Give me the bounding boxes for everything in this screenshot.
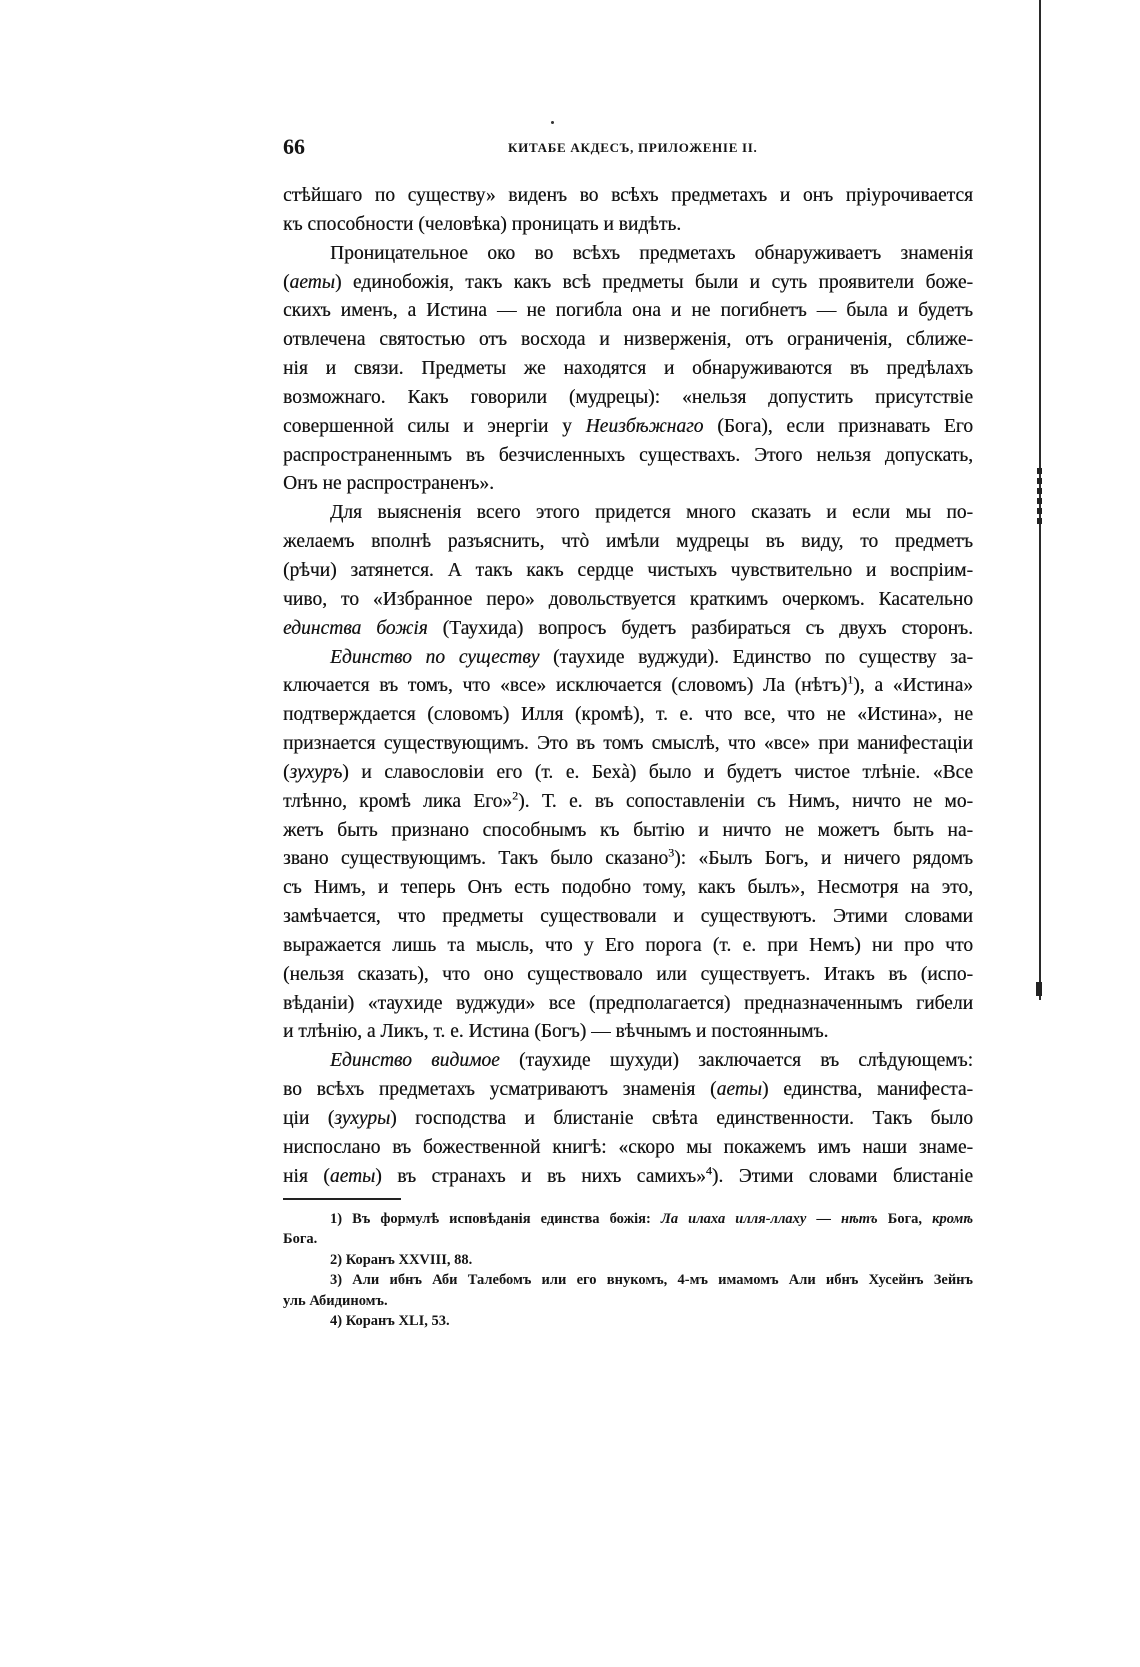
text-line — [283, 1163, 973, 1192]
footnote — [283, 1311, 973, 1331]
italic-text: нѣтъ — [841, 1211, 878, 1227]
text-run: чиво, то «Избранное перо» довольствуется краткимъ очеркомъ. Касательно — [283, 588, 973, 610]
text-run: жетъ быть признано способнымъ къ бытію и ничто не можетъ быть на- — [283, 819, 973, 841]
text-line — [283, 1105, 973, 1134]
text-line — [283, 615, 973, 644]
text-run: ) господства и блистаніе свѣта единственности. Такъ было — [390, 1108, 973, 1129]
text-run: ) и славословіи его (т. е. Бехà) было и будетъ чистое тлѣніе. «Все — [342, 761, 973, 783]
text-line — [283, 759, 973, 788]
text-run: ) въ странахъ и въ нихъ самихъ» — [375, 1165, 706, 1187]
italic-text: Неизбѣжнаго — [585, 415, 704, 437]
page-edge-mark — [1037, 468, 1042, 526]
text-line — [283, 961, 973, 990]
text-run: ) единства, манифеста- — [762, 1079, 973, 1101]
italic-text: Единство видимое — [330, 1050, 500, 1072]
text-run: Онъ не распространенъ». — [283, 473, 494, 495]
text-line — [283, 990, 973, 1019]
text-line — [283, 1229, 973, 1249]
paragraph — [283, 644, 973, 1048]
text-line — [283, 845, 973, 874]
text-line — [283, 1134, 973, 1163]
text-run: ( — [283, 271, 290, 293]
text-run: совершенной силы и энергіи у — [283, 415, 586, 437]
running-title: КИТАБЕ АКДЕСЪ, ПРИЛОЖЕНІЕ II. — [508, 140, 758, 155]
text-line — [283, 182, 973, 211]
text-run: нія и связи. Предметы же находятся и обнаруживаются въ предѣлахъ — [283, 358, 973, 380]
text-run: скихъ именъ, а Истина — не погибла она и не погибнетъ — была и будетъ — [283, 300, 973, 322]
text-line — [283, 528, 973, 557]
text-line — [283, 1076, 973, 1105]
footnote-marker: 4 — [705, 1163, 712, 1178]
text-run: Бога. — [283, 1231, 318, 1248]
text-run: отвлечена святостью отъ восхода и низверженія, отъ ограниченія, сближе- — [283, 329, 973, 351]
text-run: возможнаго. Какъ говорили (мудрецы): «нельзя допустить присутствіе — [283, 386, 973, 408]
text-run: ). Этими словами блистаніе — [711, 1165, 973, 1187]
text-line — [283, 384, 973, 413]
text-run: (нельзя сказать), что оно существовало или существуетъ. Итакъ въ (испо- — [283, 963, 973, 985]
text-run: уль Абидиномъ. — [283, 1292, 388, 1309]
text-run: 2) Коранъ XXVIII, 88. — [330, 1251, 473, 1268]
italic-text: кромѣ — [932, 1211, 974, 1227]
text-line — [283, 413, 973, 442]
text-run: замѣчается, что предметы существовали и существуютъ. Этими словами — [283, 906, 973, 928]
text-line — [283, 644, 973, 673]
text-line — [283, 211, 973, 240]
text-run: (таухиде вуджуди). Единство по существу за- — [539, 646, 973, 668]
footnote-marker: 1 — [847, 672, 854, 687]
text-run: признается существующимъ. Это въ томъ смыслѣ, что «все» при манифестаціи — [283, 733, 973, 755]
text-line — [283, 1209, 973, 1229]
body-text — [283, 182, 973, 1192]
text-line — [283, 1311, 973, 1331]
scan-speck — [551, 121, 554, 124]
text-line — [283, 1291, 973, 1311]
text-run: (рѣчи) затянется. А такъ какъ сердце чистыхъ чувствительно и воспріим- — [283, 559, 973, 581]
text-run: и тлѣнію, а Ликъ, т. е. Истина (Богъ) — вѣчнымъ и постояннымъ. — [283, 1021, 829, 1043]
footnotes — [283, 1209, 973, 1331]
text-run: стѣйшаго по существу» виденъ во всѣхъ предметахъ и онъ пріурочивается — [283, 185, 973, 206]
footnote-marker: 2 — [512, 788, 519, 803]
text-run: нія ( — [283, 1165, 330, 1187]
text-run: Бога, — [877, 1211, 933, 1227]
page-number: 66 — [283, 134, 305, 159]
text-run: ), а «Истина» — [853, 675, 974, 697]
text-run: желаемъ вполнѣ разъяснить, чтò имѣли мудрецы въ виду, то предметъ — [283, 531, 973, 553]
text-run: (Таухида) вопросъ будетъ разбираться съ двухъ сторонъ. — [427, 617, 974, 639]
footnote — [283, 1250, 973, 1270]
italic-text: аеты — [716, 1079, 762, 1101]
text-run: звано существующимъ. Такъ было сказано — [283, 848, 669, 870]
paragraph — [283, 240, 973, 500]
text-run: распространеннымъ въ безчисленныхъ существахъ. Этого нельзя допускать, — [283, 444, 973, 466]
text-run: 1) Въ формулѣ исповѣданія единства божія: — [330, 1211, 661, 1227]
text-run: ). Т. е. въ сопоставленіи съ Нимъ, ничто не мо- — [518, 790, 973, 812]
text-run: ( — [283, 761, 290, 783]
text-run: (таухиде шухуди) заключается въ слѣдующемъ: — [499, 1050, 973, 1072]
text-run: 3) Али ибнъ Аби Талебомъ или его внукомъ, 4-мъ имамомъ Али ибнъ Хусейнъ Зейнъ — [330, 1272, 973, 1289]
italic-text: аеты — [329, 1165, 376, 1187]
text-line — [283, 672, 973, 701]
paragraph — [283, 499, 973, 643]
text-line — [283, 442, 973, 471]
text-run: во всѣхъ предметахъ усматриваютъ знаменія ( — [283, 1079, 717, 1101]
text-line — [283, 355, 973, 384]
paragraph — [283, 182, 973, 240]
italic-text: зухуръ — [289, 761, 343, 783]
text-run: съ Нимъ, и теперь Онъ есть подобно тому, какъ былъ», Несмотря на это, — [283, 877, 973, 899]
text-line — [283, 1270, 973, 1290]
text-line — [283, 701, 973, 730]
italic-text: Единство по существу — [330, 646, 540, 668]
text-line — [283, 470, 973, 499]
text-line — [283, 557, 973, 586]
text-run: къ способности (человѣка) проницать и видѣть. — [283, 213, 682, 235]
text-line — [283, 499, 973, 528]
text-run: ) единобожія, такъ какъ всѣ предметы были и суть проявители боже- — [334, 271, 973, 293]
text-run: ціи ( — [283, 1108, 335, 1129]
text-line — [283, 297, 973, 326]
text-line — [283, 730, 973, 759]
text-run: Для выясненія всего этого придется много сказать и если мы по- — [330, 502, 973, 524]
text-run: (Бога), если признавать Его — [703, 415, 973, 437]
paragraph — [283, 1047, 973, 1191]
footnote-rule — [283, 1198, 401, 1200]
text-run: выражается лишь та мысль, что у Его порога (т. е. при Немъ) ни про что — [283, 934, 973, 956]
text-run: ниспослано въ божественной книгѣ: «скоро мы покажемъ имъ наши знаме- — [283, 1136, 973, 1158]
text-run: — — [806, 1211, 842, 1227]
text-line — [283, 1250, 973, 1270]
text-run: тлѣнно, кромѣ лика Его» — [283, 790, 513, 812]
footnote — [283, 1209, 973, 1250]
text-line — [283, 1047, 973, 1076]
text-run: Проницательное око во всѣхъ предметахъ обнаруживаетъ знаменія — [330, 242, 973, 264]
text-run: вѣданіи) «таухиде вуджуди» все (предполагается) предназначеннымъ гибели — [283, 992, 973, 1014]
page-edge-mark — [1036, 982, 1042, 996]
text-line — [283, 932, 973, 961]
italic-text: зухуры — [334, 1108, 391, 1129]
text-line — [283, 326, 973, 355]
text-line — [283, 586, 973, 615]
italic-text: аеты — [289, 271, 335, 293]
text-line — [283, 1018, 973, 1047]
text-run: ключается въ томъ, что «все» исключается (словомъ) Ла (нѣтъ) — [283, 675, 848, 697]
text-line — [283, 874, 973, 903]
text-run: подтверждается (словомъ) Илля (кромѣ), т. е. что все, что не «Истина», не — [283, 704, 973, 726]
italic-text: единства божія — [283, 617, 428, 639]
text-run: 4) Коранъ XLI, 53. — [330, 1312, 450, 1329]
footnote-marker: 3 — [668, 845, 675, 860]
text-run: ): «Былъ Богъ, и ничего рядомъ — [674, 848, 973, 870]
text-line — [283, 788, 973, 817]
text-line — [283, 817, 973, 846]
footnote — [283, 1270, 973, 1311]
italic-text: Ла илаха илля-ллаху — [660, 1211, 807, 1227]
text-line — [283, 903, 973, 932]
text-line — [283, 269, 973, 298]
text-line — [283, 240, 973, 269]
